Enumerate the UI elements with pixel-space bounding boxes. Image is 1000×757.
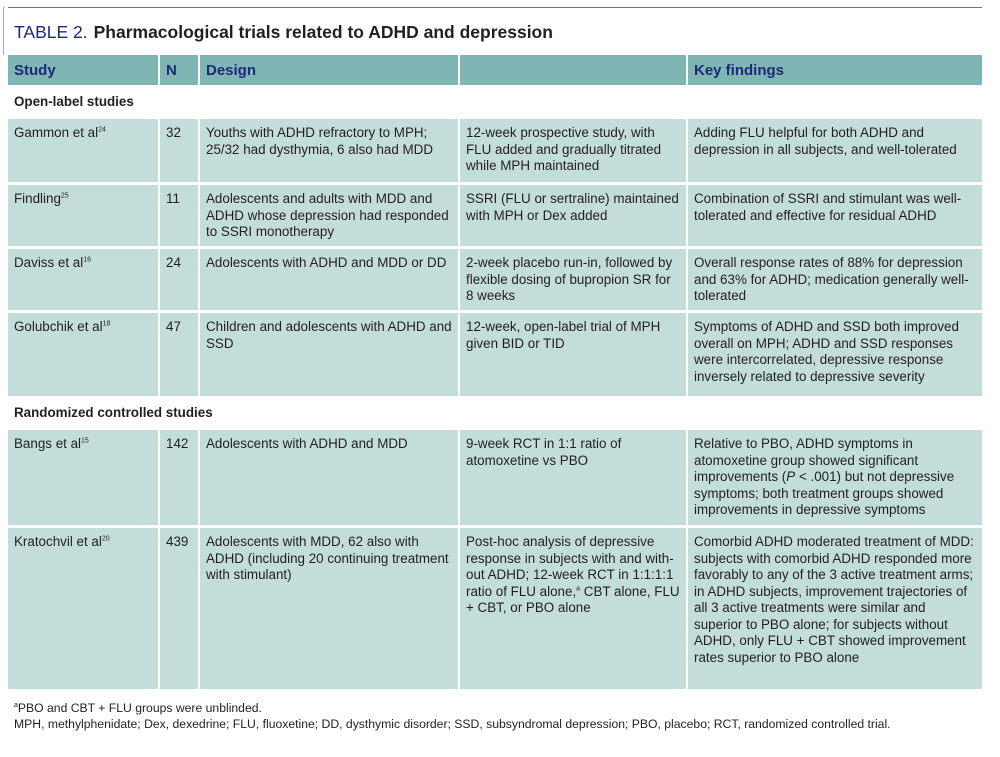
table-row [8, 249, 982, 313]
cell-findings: Relative to PBO, ADHD symptoms in atomoxetine group showed significant improvements (P < .001) but not depressive symptoms; both treatment groups showed improvements in depressive symptoms [688, 430, 982, 528]
table-label: TABLE 2. [14, 22, 88, 42]
cell-n: 47 [160, 313, 200, 399]
cell-design-detail: 12-week, open-label trial of MPH given BID or TID [460, 313, 688, 399]
section-row [8, 399, 982, 430]
cell-design-detail: 2-week placebo run-in, followed by flexible dosing of bupropion SR for 8 weeks [460, 249, 688, 313]
header-design: Design [200, 55, 460, 88]
left-edge-mark [0, 7, 4, 55]
cell-findings: Combination of SSRI and stimulant was well-tolerated and effective for residual ADHD [688, 185, 982, 249]
cell-n: 24 [160, 249, 200, 313]
table-row [8, 313, 982, 399]
table-row [8, 185, 982, 249]
section-open-label: Open-label studies [8, 88, 982, 119]
header-study: Study [8, 55, 160, 88]
section-row [8, 88, 982, 119]
cell-design: Adolescents with MDD, 62 also with ADHD (including 20 continuing treatment with stimulant) [200, 528, 460, 692]
table-row [8, 119, 982, 185]
top-rule [8, 7, 982, 8]
cell-study: Gammon et $al^{24}$ [8, 119, 160, 185]
cell-design: Adolescents and adults with MDD and ADHD whose depression had responded to SSRI monotherapy [200, 185, 460, 249]
cell-n: 439 [160, 528, 200, 692]
cell-design: Children and adolescents with ADHD and SSD [200, 313, 460, 399]
footnotes [8, 700, 982, 732]
cell-design-detail: Post-hoc analysis of depressive response in subjects with and with-out ADHD; 12-week RCT in 1:1:1:1 ratio of FLU alone,$^a$ CBT alone, FLU + CBT, or PBO alone [460, 528, 688, 692]
footnote-a: $^a$PBO and CBT + FLU groups were unblinded. [14, 701, 262, 715]
cell-design: Adolescents with ADHD and MDD [200, 430, 460, 528]
cell-design: Adolescents with ADHD and MDD or DD [200, 249, 460, 313]
cell-n: 142 [160, 430, 200, 528]
table-title [14, 22, 553, 43]
header-design-detail [460, 55, 688, 88]
cell-study: Daviss et $al^{16}$ [8, 249, 160, 313]
table-row [8, 430, 982, 528]
cell-design: Youths with ADHD refractory to MPH; 25/32 had dysthymia, 6 also had MDD [200, 119, 460, 185]
cell-n: 32 [160, 119, 200, 185]
cell-design-detail: 12-week prospective study, with FLU added and gradually titrated while MPH maintained [460, 119, 688, 185]
cell-findings: Symptoms of ADHD and SSD both improved overall on MPH; ADHD and SSD responses were intercorrelated, depressive response inversely related to depressive severity [688, 313, 982, 399]
trials-table [8, 55, 982, 692]
cell-study: Bangs et $al^{15}$ [8, 430, 160, 528]
cell-n: 11 [160, 185, 200, 249]
header-n: N [160, 55, 200, 88]
cell-design-detail: 9-week RCT in 1:1 ratio of atomoxetine vs PBO [460, 430, 688, 528]
cell-findings: Comorbid ADHD moderated treatment of MDD: subjects with comorbid ADHD responded more favorably to any of the 3 active treatment arms; in ADHD subjects, improvement trajectories of all 3 active treatments were similar and superior to PBO alone; for subjects without ADHD, only FLU + CBT showed improvement rates superior to PBO alone [688, 528, 982, 692]
cell-study: Findling$^{25}$ [8, 185, 160, 249]
cell-study: Golubchik et $al^{18}$ [8, 313, 160, 399]
cell-findings: Overall response rates of 88% for depression and 63% for ADHD; medication generally well-tolerated [688, 249, 982, 313]
section-randomized: Randomized controlled studies [8, 399, 982, 430]
cell-findings: Adding FLU helpful for both ADHD and depression in all subjects, and well-tolerated [688, 119, 982, 185]
cell-design-detail: SSRI (FLU or sertraline) maintained with MPH or Dex added [460, 185, 688, 249]
header-key-findings: Key findings [688, 55, 982, 88]
table-caption: Pharmacological trials related to ADHD and depression [93, 22, 553, 42]
table-row [8, 528, 982, 692]
header-row [8, 55, 982, 88]
cell-study: Kratochvil et $al^{20}$ [8, 528, 160, 692]
footnote-abbreviations: MPH, methylphenidate; Dex, dexedrine; FLU, fluoxetine; DD, dysthymic disorder; SSD, subsyndromal depression; PBO, placebo; RCT, randomized controlled trial. [14, 717, 891, 731]
